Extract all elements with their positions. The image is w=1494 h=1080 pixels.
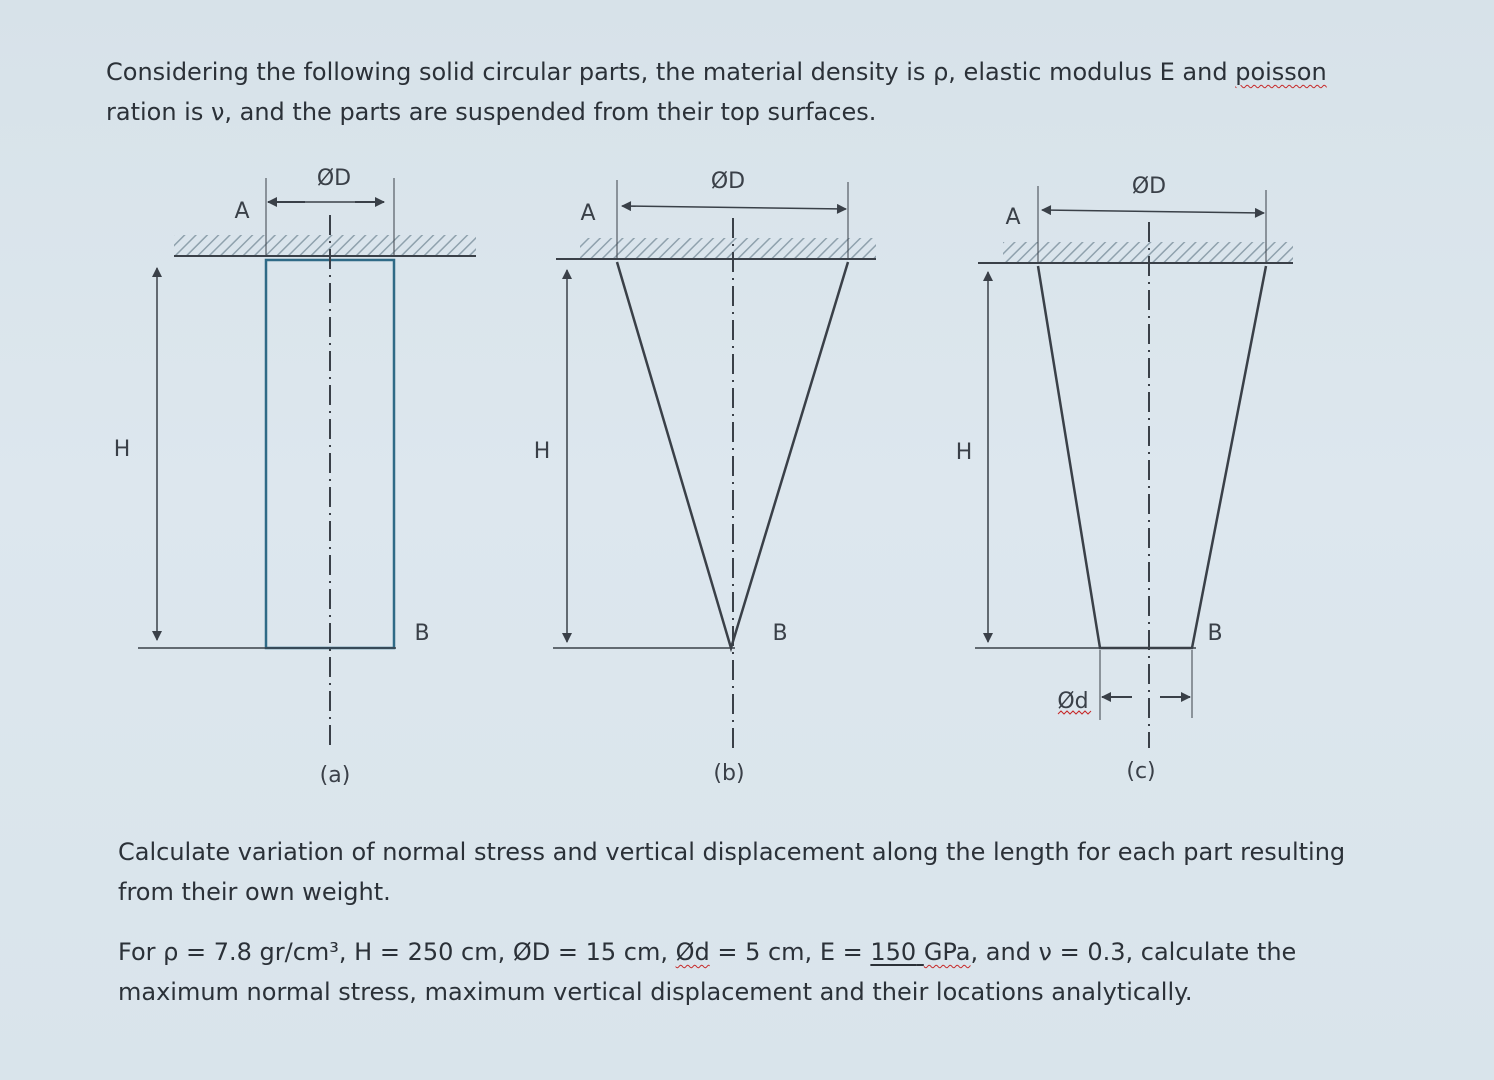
part-c: [956, 174, 1293, 784]
intro-spellcheck-word: poisson: [1235, 58, 1327, 86]
height-label-b: H: [533, 439, 551, 464]
task-paragraph: [118, 832, 1358, 912]
dia-label-a: ØD: [316, 166, 352, 191]
part-b: [534, 169, 876, 786]
caption-c: (c): [1126, 759, 1156, 784]
given-line2-text: maximum normal stress, maximum vertical displacement and their locations analytically.: [118, 978, 1193, 1006]
given-paragraph: [118, 932, 1358, 1012]
given-gpa-word: GPa: [923, 938, 971, 966]
support-hatch-a: [174, 235, 476, 255]
given-e-gap: [916, 938, 924, 966]
part-a: [114, 166, 476, 788]
cone-body: [617, 262, 848, 648]
intro-line1-text: Considering the following solid circular parts, the material density is ρ, elastic modulus E and: [106, 58, 1236, 86]
support-hatch-b: [580, 238, 876, 258]
point-a-label-c: A: [1005, 205, 1021, 230]
dia-label-b: ØD: [710, 169, 746, 194]
given-text-2: = 5 cm, E =: [709, 938, 871, 966]
point-b-label-b: B: [772, 621, 788, 646]
given-text-1: For ρ = 7.8 gr/cm³, H = 250 cm, ØD = 15 cm,: [118, 938, 676, 966]
task-line1-text: Calculate variation of normal stress and vertical displacement along the length for each part resulting: [118, 838, 1346, 866]
dim-arrow-c-top: [1042, 210, 1264, 213]
caption-a: (a): [319, 763, 351, 788]
point-b-label-a: B: [414, 621, 430, 646]
given-od-word: Ød: [675, 938, 710, 966]
height-label-c: H: [955, 440, 973, 465]
dia-label-c-bottom: Ød: [1057, 689, 1089, 714]
given-e-value: 150: [870, 938, 917, 966]
height-label-a: H: [113, 437, 131, 462]
point-a-label-b: A: [580, 201, 596, 226]
given-text-3: , and ν = 0.3, calculate the: [970, 938, 1297, 966]
frustum-body: [1038, 266, 1266, 648]
point-a-label-a: A: [234, 199, 250, 224]
point-b-label-c: B: [1207, 621, 1223, 646]
intro-line2-text: ration is ν, and the parts are suspended from their top surfaces.: [106, 98, 877, 126]
caption-b: (b): [713, 761, 745, 786]
dia-label-c-top: ØD: [1131, 174, 1167, 199]
dim-arrow-b: [622, 206, 846, 209]
task-line2-text: from their own weight.: [118, 878, 391, 906]
